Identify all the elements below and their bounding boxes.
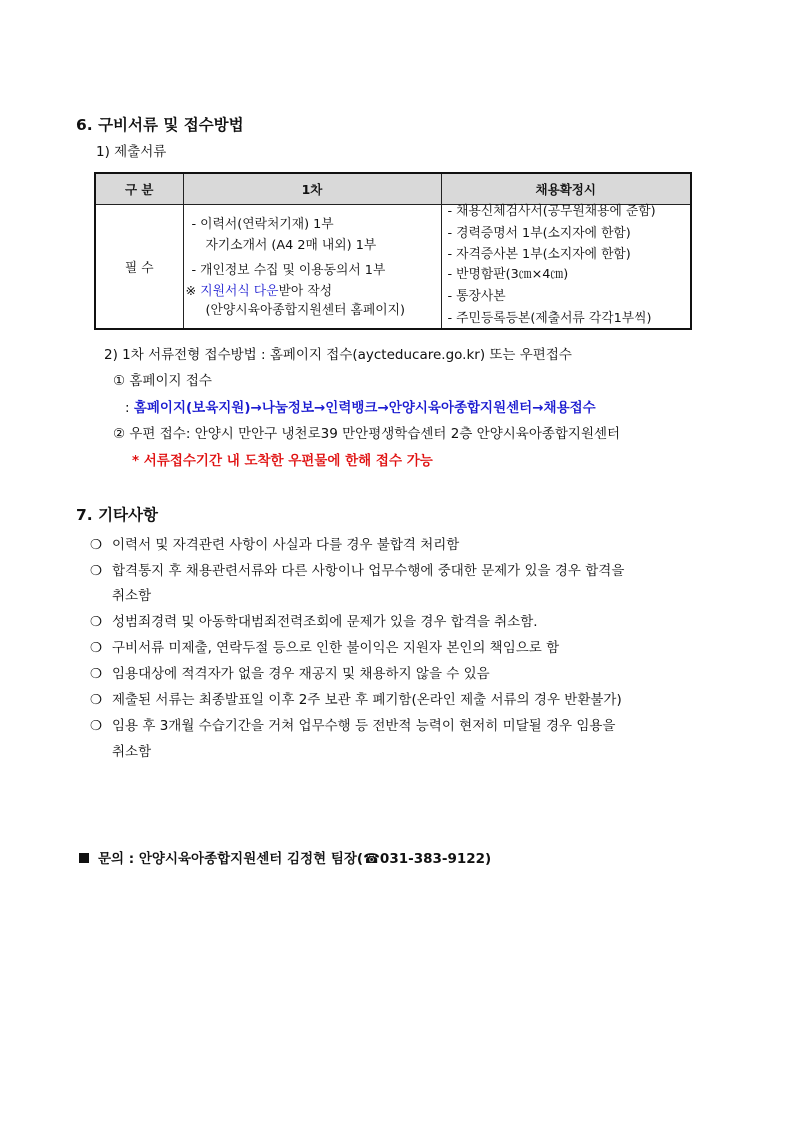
circle-bullet-icon: ❍ <box>90 692 103 708</box>
list-item: ❍ 구비서류 미제출, 연락두절 등으로 인한 불이익은 지원자 본인의 책임으로 함 <box>90 640 560 656</box>
list-item: ❍ 성범죄경력 및 아동학대범죄전력조회에 문제가 있을 경우 합격을 취소함. <box>90 614 538 630</box>
circle-bullet-icon: ❍ <box>90 537 103 553</box>
square-bullet-icon <box>79 853 89 863</box>
homepage-application-label: ① 홈페이지 접수 <box>113 373 212 389</box>
col-header-final: 채용확정시 <box>441 173 691 205</box>
doc-resume: - 이력서(연락처기재) 1부 <box>191 217 334 232</box>
doc-form-source: (안양시육아종합지원센터 홈페이지) <box>205 303 405 318</box>
submission-docs-label: 1) 제출서류 <box>96 144 167 160</box>
doc-privacy-consent: - 개인정보 수집 및 이용동의서 1부 <box>191 263 386 278</box>
contact-text: 문의 : 안양시육아종합지원센터 김정현 팀장(☎031-383-9122) <box>98 851 492 867</box>
list-item-continuation: 취소함 <box>112 588 152 604</box>
final-stage-docs <box>441 205 691 330</box>
list-item: ❍ 임용 후 3개월 수습기간을 거쳐 업무수행 등 전반적 능력이 현저히 미달될 경우 임용을 <box>90 718 616 734</box>
list-item: - 경력증명서 1부(소지자에 한함) <box>447 226 631 241</box>
circle-bullet-icon: ❍ <box>90 563 103 579</box>
table-header-row <box>95 173 691 205</box>
circle-bullet-icon: ❍ <box>90 614 103 630</box>
circle-bullet-icon: ❍ <box>90 718 103 734</box>
application-method-label: 2) 1차 서류전형 접수방법 : 홈페이지 접수(aycteducare.go.kr) 또는 우편접수 <box>104 347 572 363</box>
table-row <box>95 205 691 330</box>
list-item: ❍ 임용대상에 적격자가 없을 경우 재공지 및 채용하지 않을 수 있음 <box>90 666 490 682</box>
list-item: ❍ 합격통지 후 채용관련서류와 다른 사항이나 업무수행에 중대한 문제가 있을 경우 합격을 <box>90 563 625 579</box>
list-item: ❍ 이력서 및 자격관련 사항이 사실과 다를 경우 불합격 처리함 <box>90 537 460 553</box>
list-item: - 주민등록등본(제출서류 각각1부씩) <box>447 311 652 326</box>
list-item: ❍ 제출된 서류는 최종발표일 이후 2주 보관 후 폐기함(온라인 제출 서류의 경우 반환불가) <box>90 692 622 708</box>
section7-title: 7. 기타사항 <box>76 506 158 524</box>
circle-bullet-icon: ❍ <box>90 640 103 656</box>
section6-title: 6. 구비서류 및 접수방법 <box>76 116 244 134</box>
homepage-path: : 홈페이지(보육지원)→나눔정보→인력뱅크→안양시육아종합지원센터→채용접수 <box>125 400 596 416</box>
col-header-category: 구 분 <box>95 173 183 205</box>
list-item: - 통장사본 <box>447 289 506 304</box>
list-item: - 자격증사본 1부(소지자에 한함) <box>447 247 631 262</box>
required-documents-table <box>94 172 692 330</box>
list-item-continuation: 취소함 <box>112 744 152 760</box>
form-download-link[interactable]: 지원서식 다운 <box>200 284 279 299</box>
list-item: - 채용신체검사서(공무원채용에 준함) <box>447 204 656 219</box>
postal-application-label: ② 우편 접수: 안양시 만안구 냉천로39 만안평생학습센터 2층 안양시육아종합지원센터 <box>113 426 621 442</box>
postal-deadline-notice: * 서류접수기간 내 도착한 우편물에 한해 접수 가능 <box>132 453 433 469</box>
doc-cover-letter: 자기소개서 (A4 2매 내외) 1부 <box>205 238 377 253</box>
homepage-path-link[interactable]: 홈페이지(보육지원)→나눔정보→인력뱅크→안양시육아종합지원센터→채용접수 <box>133 400 596 416</box>
doc-form-download-note: ※ 지원서식 다운받아 작성 <box>185 284 333 299</box>
list-item: - 반명함판(3㎝×4㎝) <box>447 267 569 282</box>
first-stage-docs <box>183 205 441 330</box>
circle-bullet-icon: ❍ <box>90 666 103 682</box>
contact-line <box>79 847 491 867</box>
col-header-first: 1차 <box>183 173 441 205</box>
row-label-required: 필 수 <box>95 205 183 330</box>
